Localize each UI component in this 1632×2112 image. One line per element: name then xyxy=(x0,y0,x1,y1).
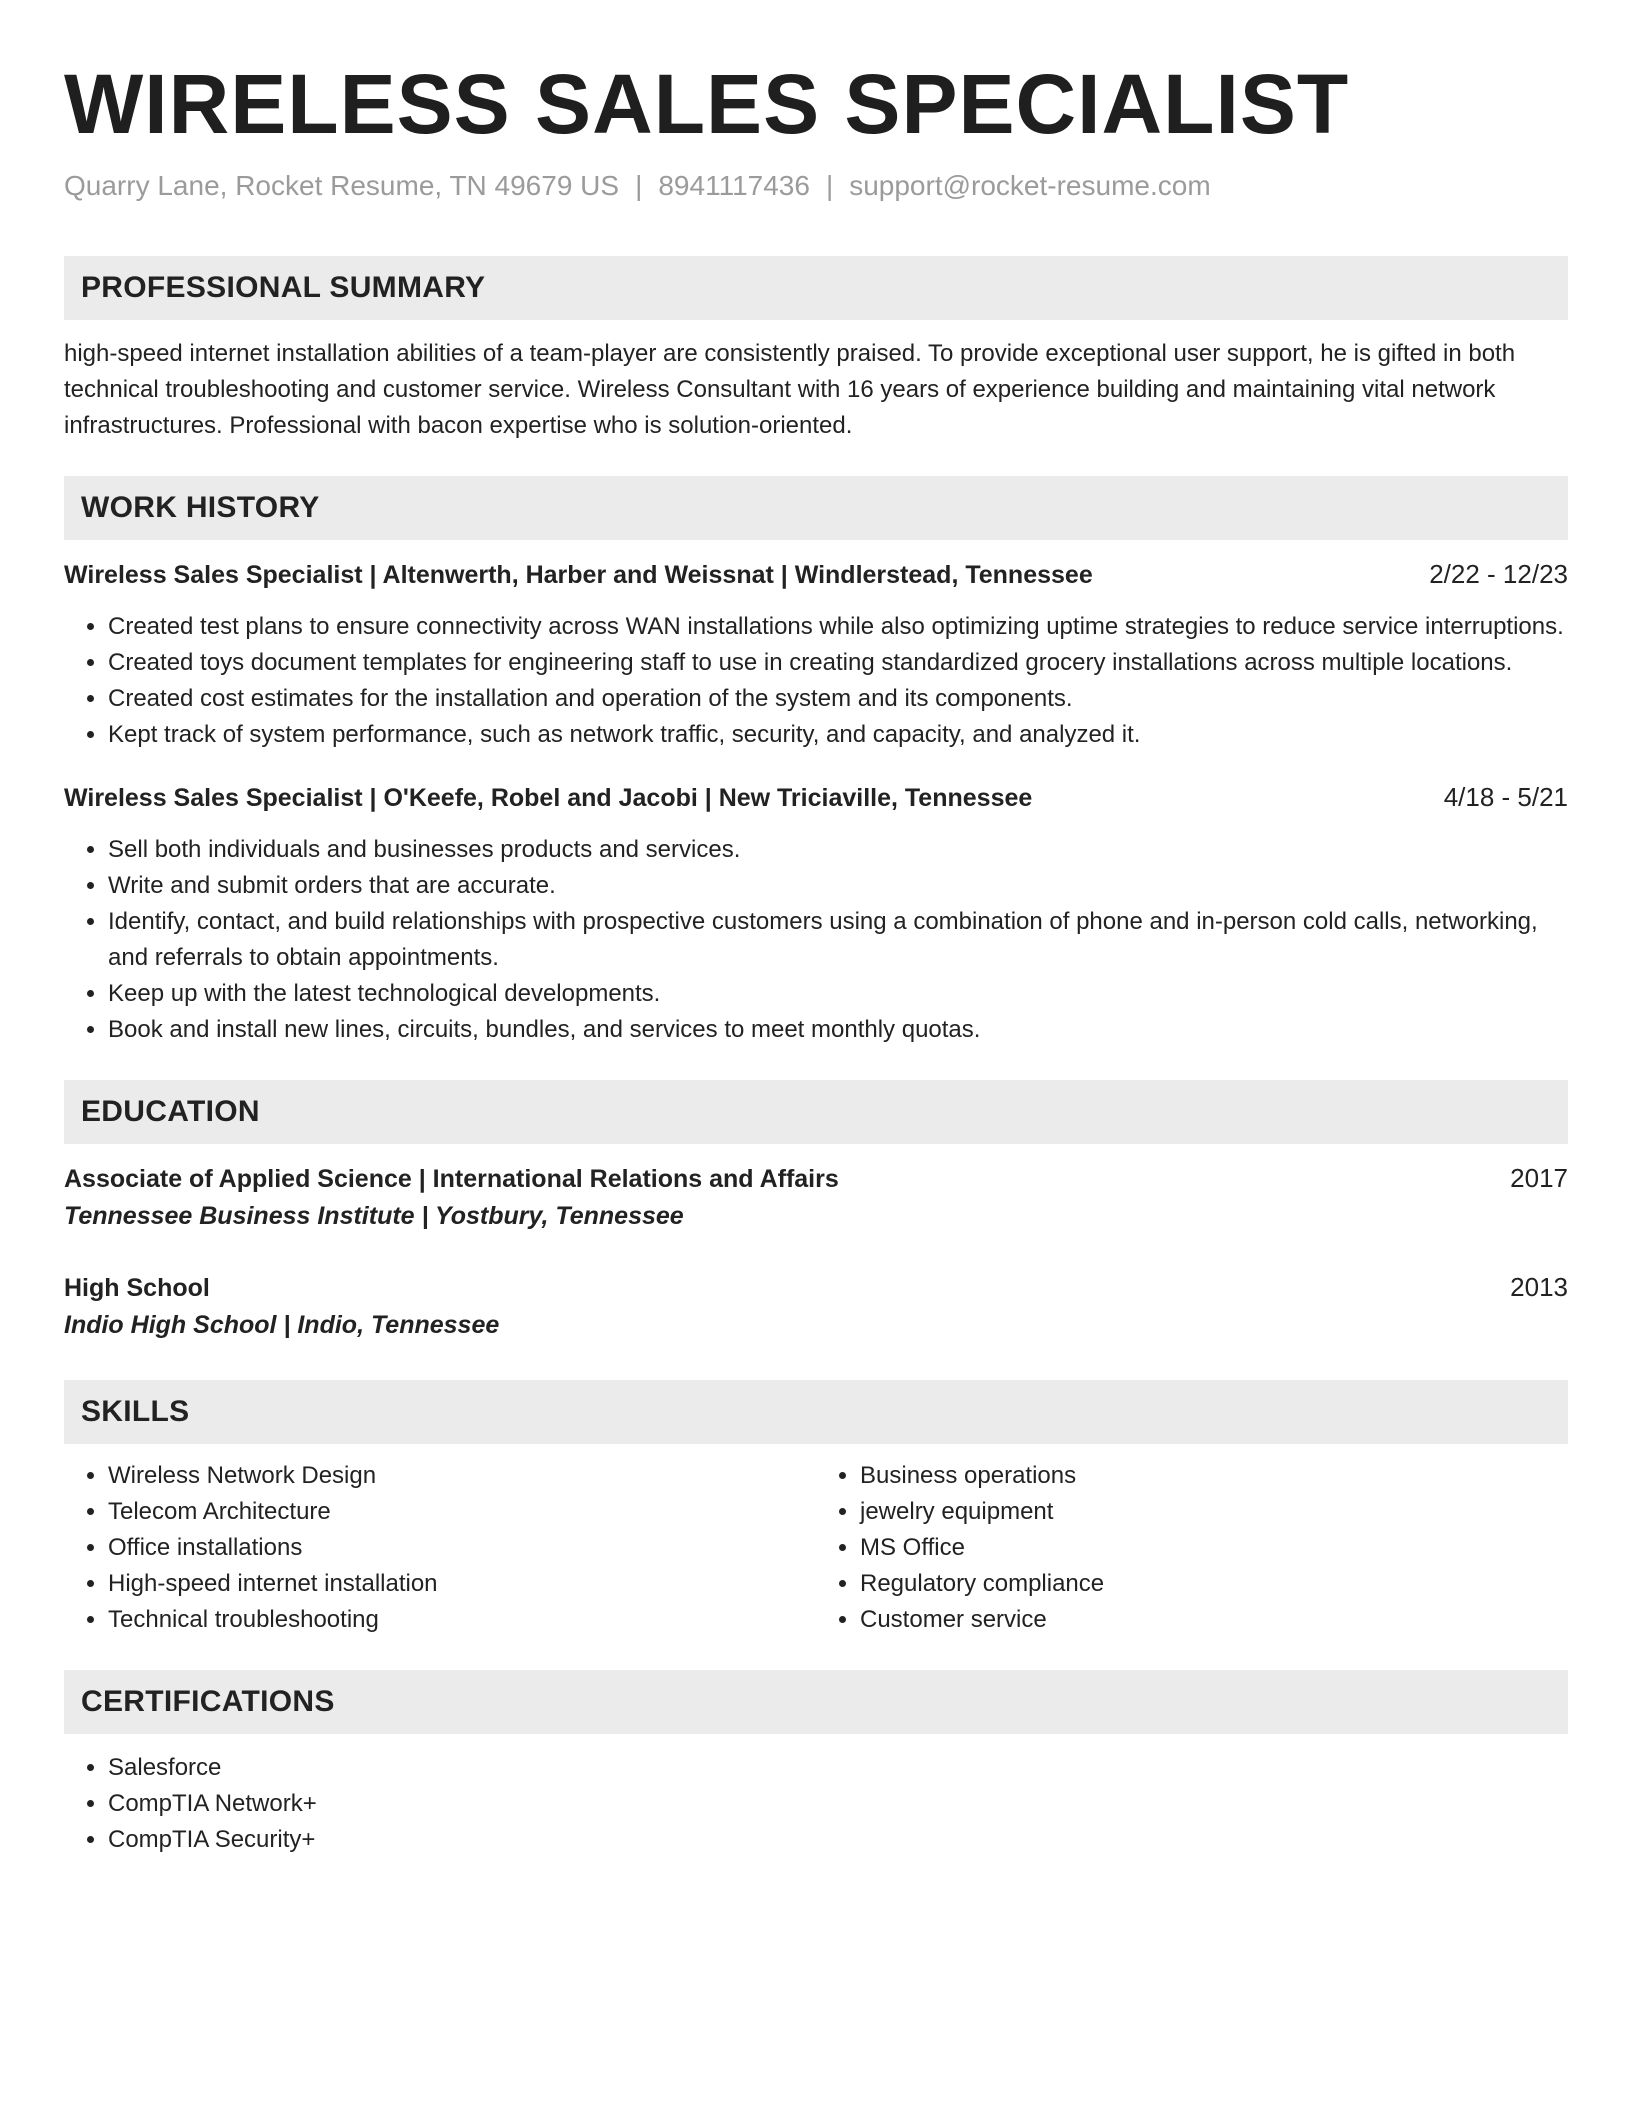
education-header xyxy=(64,1269,1568,1306)
section-heading-summary: PROFESSIONAL SUMMARY xyxy=(64,256,1568,320)
contact-line xyxy=(64,168,1568,204)
list-item: • Office installations xyxy=(108,1530,816,1566)
education-year: 2013 xyxy=(1510,1272,1568,1302)
job-title: Wireless Sales Specialist | O'Keefe, Robel and Jacobi | New Triciaville, Tennessee xyxy=(64,784,1033,812)
section-heading-certifications: CERTIFICATIONS xyxy=(64,1670,1568,1734)
list-item: • jewelry equipment xyxy=(860,1494,1568,1530)
education-school: Tennessee Business Institute | Yostbury, Tennessee xyxy=(64,1202,684,1230)
education-degree: High School xyxy=(64,1274,210,1302)
education-header xyxy=(64,1160,1568,1197)
summary-text: high-speed internet installation abilities of a team-player are consistently praised. To provide exceptional user support, he is gifted in both technical troubleshooting and customer service. Wireless Consultant with 16 years of experience building and maintaining vital network infrastructures. Professional with bacon expertise who is solution-oriented. xyxy=(64,340,1516,439)
list-item: • CompTIA Network+ xyxy=(108,1786,1568,1822)
section-heading-education: EDUCATION xyxy=(64,1080,1568,1144)
job-dates: 4/18 - 5/21 xyxy=(1443,782,1568,812)
list-item: • Wireless Network Design xyxy=(108,1458,816,1494)
contact-address: Quarry Lane, Rocket Resume, TN 49679 US xyxy=(64,170,620,201)
list-item: • MS Office xyxy=(860,1530,1568,1566)
skills-grid xyxy=(64,1458,1568,1638)
education-degree: Associate of Applied Science | International Relations and Affairs xyxy=(64,1165,839,1193)
list-item: • Sell both individuals and businesses products and services. xyxy=(108,832,1568,868)
job-dates: 2/22 - 12/23 xyxy=(1429,559,1568,589)
list-item: • Telecom Architecture xyxy=(108,1494,816,1530)
job-header xyxy=(64,556,1568,593)
list-item: • Created cost estimates for the installation and operation of the system and its components. xyxy=(108,681,1568,717)
list-item: • Keep up with the latest technological developments. xyxy=(108,976,1568,1012)
list-item: • Business operations xyxy=(860,1458,1568,1494)
list-item: • CompTIA Security+ xyxy=(108,1822,1568,1858)
list-item: • Book and install new lines, circuits, bundles, and services to meet monthly quotas. xyxy=(108,1012,1568,1048)
education-school: Indio High School | Indio, Tennessee xyxy=(64,1311,500,1339)
job-bullet-list xyxy=(64,609,1568,753)
job-bullet-list xyxy=(64,832,1568,1048)
list-item: • Created toys document templates for engineering staff to use in creating standardized grocery installations across multiple locations. xyxy=(108,645,1568,681)
list-item: • Salesforce xyxy=(108,1750,1568,1786)
section-heading-work-history: WORK HISTORY xyxy=(64,476,1568,540)
list-item: • Regulatory compliance xyxy=(860,1566,1568,1602)
section-heading-skills: SKILLS xyxy=(64,1380,1568,1444)
contact-separator: | xyxy=(825,170,834,201)
skills-list-left xyxy=(64,1458,816,1638)
skills-list-right xyxy=(816,1458,1568,1638)
certifications-list xyxy=(64,1750,1568,1858)
resume-name: WIRELESS SALES SPECIALIST xyxy=(64,57,1350,151)
education-year: 2017 xyxy=(1510,1163,1568,1193)
contact-separator: | xyxy=(635,170,643,201)
list-item: • Customer service xyxy=(860,1602,1568,1638)
job-title: Wireless Sales Specialist | Altenwerth, Harber and Weissnat | Windlerstead, Tennessee xyxy=(64,561,1093,589)
list-item: • Kept track of system performance, such as network traffic, security, and capacity, and analyzed it. xyxy=(108,717,1568,753)
list-item: • Created test plans to ensure connectivity across WAN installations while also optimizing uptime strategies to reduce service interruptions. xyxy=(108,609,1568,645)
contact-email: support@rocket-resume.com xyxy=(849,170,1211,201)
list-item: • High-speed internet installation xyxy=(108,1566,816,1602)
list-item: • Write and submit orders that are accurate. xyxy=(108,868,1568,904)
list-item: • Technical troubleshooting xyxy=(108,1602,816,1638)
contact-phone: 8941117436 xyxy=(658,170,810,201)
list-item: • Identify, contact, and build relationships with prospective customers using a combination of phone and in-person cold calls, networking, and referrals to obtain appointments. xyxy=(108,904,1568,976)
job-header xyxy=(64,779,1568,816)
